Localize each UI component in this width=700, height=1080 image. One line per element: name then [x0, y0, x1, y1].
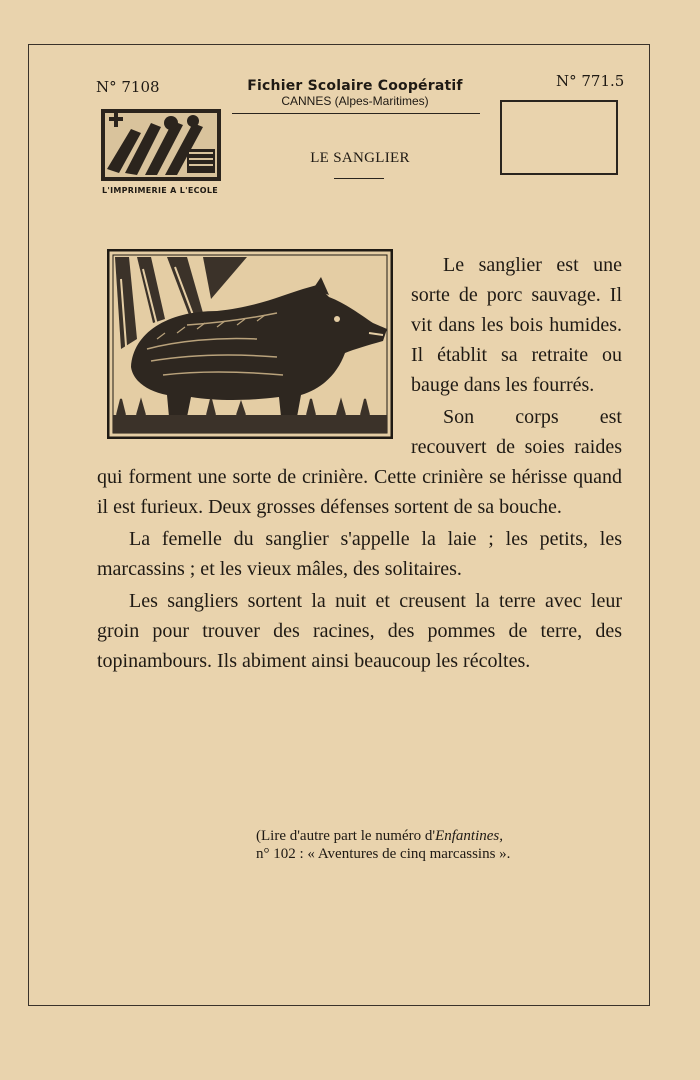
title-rule	[334, 178, 384, 179]
header-rule	[232, 113, 480, 114]
blank-label-box	[500, 100, 618, 175]
card-number-right: N° 771.5	[556, 72, 625, 90]
printing-press-logo-icon	[101, 109, 221, 181]
note-magazine: Enfantines,	[435, 828, 503, 844]
reading-note	[256, 827, 616, 863]
logo-caption: L'IMPRIMERIE A L'ECOLE	[101, 186, 219, 195]
note-prefix: (Lire d'autre part le numéro d'	[256, 828, 436, 844]
page-title: LE SANGLIER	[310, 150, 410, 166]
card-number-left: N° 7108	[96, 78, 160, 96]
paragraph-2: Son corps est recouvert de soies raides qui forment une sorte de crinière. Cette crinière se hérisse quand il est furieux. Deux grosses défenses sortent de sa bouche.	[97, 406, 622, 518]
paragraph-1: Le sanglier est une sorte de porc sauvage. Il vit dans les bois humides. Il établit sa retraite ou bauge dans les fourrés.	[411, 254, 622, 396]
illustration-space	[97, 250, 411, 458]
publisher-location: CANNES (Alpes-Maritimes)	[281, 94, 429, 108]
paragraph-3: La femelle du sanglier s'appelle la laie ; les petits, les marcassins ; et les vieux mâles, des solitaires.	[97, 528, 622, 580]
paragraph-4: Les sangliers sortent la nuit et creusent la terre avec leur groin pour trouver des racines, des pommes de terre, des topinambours. Ils abiment ainsi beaucoup les récoltes.	[97, 590, 622, 672]
note-suffix: n° 102 : « Aventures de cinq marcassins ».	[256, 846, 511, 862]
publisher-name: Fichier Scolaire Coopératif	[247, 78, 463, 94]
body-text	[97, 250, 622, 678]
